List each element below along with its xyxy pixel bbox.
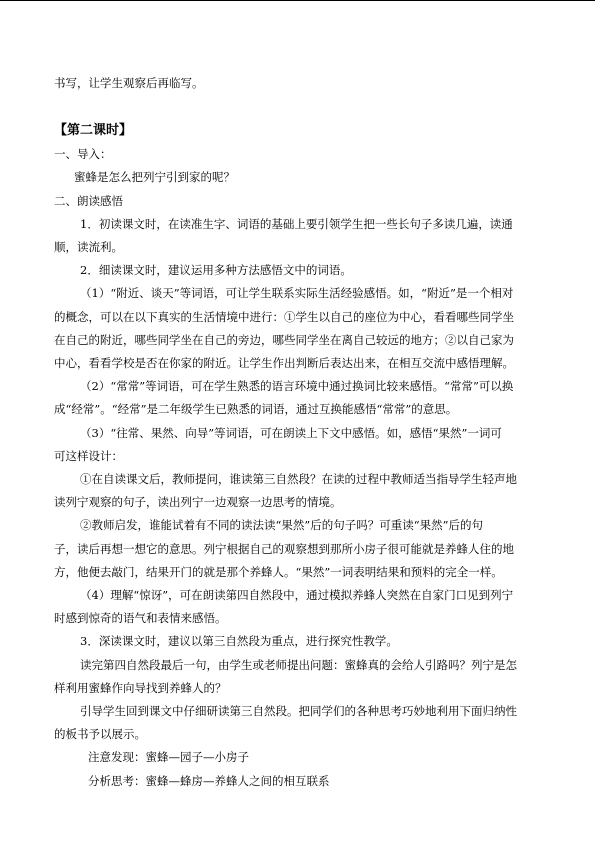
text-line: （3）“往常、果然、向导”等词语，可在朗读上下文中感悟。如，感悟“果然”一词可 (80, 425, 502, 440)
text-line: 中心，看看学校是否在你家的附近。让学生作出判断后表达出来，在相互交流中感悟理解。 (54, 356, 514, 371)
text-line: 注意发现：蜜蜂—园子—小房子 (88, 750, 249, 765)
text-line: 1．初读课文时，在读准生字、词语的基础上要引领学生把一些长句子多读几遍，读通 (80, 216, 513, 231)
text-line: 成“经常”。“经常”是二年级学生已熟悉的词语，通过互换能感悟“常常”的意思。 (54, 402, 458, 417)
text-line: 引导学生回到课文中仔细研读第三自然段。把同学们的各种思考巧妙地利用下面归纳性 (80, 704, 517, 719)
text-line: 读列宁观察的句子，读出列宁一边观察一边思考的情境。 (54, 495, 342, 510)
text-line: （1）“附近、谈天”等词语，可让学生联系实际生活经验感悟。如，“附近”是一个相对 (80, 286, 514, 301)
text-line: 方，他便去敲门，结果开门的就是那个养蜂人。“果然”一词表明结果和预料的完全一样。 (54, 564, 503, 579)
text-line: 的板书予以展示。 (54, 727, 146, 742)
text-line: ②教师启发，谁能试着有不同的读法读“果然”后的句子吗？可重读“果然”后的句 (80, 518, 484, 533)
text-line: 顺，读流利。 (54, 240, 123, 255)
spacer (54, 95, 542, 119)
text-line: 时感到惊奇的语气和表情来感悟。 (54, 611, 227, 626)
top-border-line (0, 0, 595, 1)
text-line: （4）理解“惊讶”，可在朗读第四自然段中，通过模拟养蜂人突然在自家门口见到列宁 (80, 588, 514, 603)
text-line: 2．细读课文时，建议运用多种方法感悟文中的词语。 (80, 263, 352, 278)
text-line: 子，读后再想一想它的意思。列宁根据自己的观察想到那所小房子很可能就是养蜂人住的地 (54, 541, 514, 556)
text-line: 的概念，可以在以下真实的生活情境中进行：①学生以自己的座位为中心，看看哪些同学坐 (54, 309, 514, 324)
text-line: 可这样设计： (54, 448, 123, 463)
section-heading: 【第二课时】 (54, 123, 133, 139)
text-line: 在自己的附近，哪些同学坐在自己的旁边，哪些同学坐在离自己较远的地方；②以自己家为 (54, 332, 514, 347)
text-line: 一、导入： (54, 147, 112, 162)
text-line: 二、朗读感悟 (54, 193, 123, 208)
text-line: ①在自读课文后，教师提问，谁读第三自然段？在读的过程中教师适当指导学生轻声地 (80, 472, 517, 487)
text-line: 样利用蜜蜂作向导找到养蜂人的？ (54, 680, 227, 695)
document-body (54, 72, 542, 793)
text-line: 分析思考：蜜蜂—蜂房—养蜂人之间的相互联系 (88, 773, 330, 788)
text-line: 3．深读课文时，建议以第三自然段为重点，进行探究性教学。 (80, 634, 398, 649)
text-line: （2）“常常”等词语，可在学生熟悉的语言环境中通过换词比较来感悟。“常常”可以换 (80, 379, 514, 394)
text-line: 读完第四自然段最后一句，由学生或老师提出问题：蜜蜂真的会给人引路吗？列宁是怎 (80, 657, 517, 672)
text-line: 书写，让学生观察后再临写。 (54, 76, 204, 90)
text-line: 蜜蜂是怎么把列宁引到家的呢？ (74, 170, 235, 185)
